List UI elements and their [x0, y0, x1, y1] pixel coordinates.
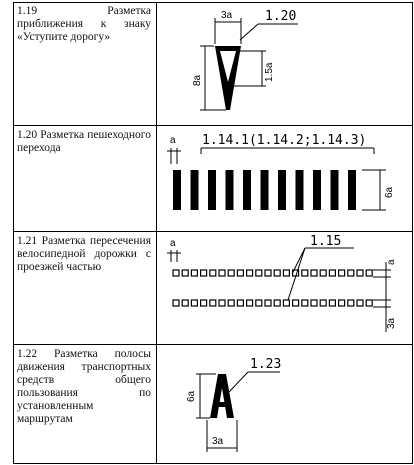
bicycle-crossing-square [366, 270, 372, 276]
row-1-22-height-label: 6a [186, 390, 197, 402]
bicycle-crossing-square [228, 300, 234, 306]
bicycle-crossing-square [265, 270, 271, 276]
bicycle-crossing-square [173, 300, 179, 306]
bicycle-crossing-square [348, 300, 354, 306]
row-1-20-gap-label: a [170, 135, 176, 146]
row-1-22-description: 1.22 Разметка полосы движения транспортных средств общего пользования по установленным маршрутам [17, 348, 151, 425]
bicycle-crossing-square [348, 270, 354, 276]
bicycle-crossing-square [339, 270, 345, 276]
bicycle-crossing-square [237, 270, 243, 276]
crossing-stripe [278, 170, 286, 210]
crossing-stripe [331, 170, 339, 210]
crossing-stripe [191, 170, 199, 210]
row-1-20-callout: 1.14.1(1.14.2;1.14.3) [202, 133, 367, 148]
bicycle-crossing-square [366, 300, 372, 306]
row-1-19-callout: 1.20 [265, 9, 297, 24]
row-1-21-callout: 1.15 [310, 234, 342, 249]
bicycle-crossing-square [210, 270, 216, 276]
row-1-20-height-label: 6a [384, 186, 395, 198]
bicycle-crossing-square [247, 270, 253, 276]
bicycle-crossing-square [320, 300, 326, 306]
bicycle-crossing-square [201, 270, 207, 276]
row-1-19-figure [158, 4, 412, 124]
row-1-19-inner-label: 1.5a [264, 62, 275, 82]
crossing-stripe [313, 170, 321, 210]
bicycle-crossing-square [283, 300, 289, 306]
bicycle-crossing-square [274, 300, 280, 306]
bicycle-crossing-square [219, 270, 225, 276]
bicycle-crossing-square [329, 300, 335, 306]
bicycle-crossing-square [228, 270, 234, 276]
pedestrian-crossing-stripes [173, 170, 356, 210]
bicycle-crossing-square [302, 300, 308, 306]
bicycle-crossing-square [339, 300, 345, 306]
bicycle-crossing-square [237, 300, 243, 306]
crossing-stripe [348, 170, 356, 210]
crossing-stripe [226, 170, 234, 210]
bicycle-crossing-square [357, 270, 363, 276]
bicycle-crossing-square [219, 300, 225, 306]
bicycle-crossing-square [191, 270, 197, 276]
bicycle-crossing-square [265, 300, 271, 306]
row-1-21-figure [158, 232, 412, 343]
bicycle-crossing-squares [173, 270, 372, 306]
row-1-19-width-label: 3a [221, 10, 233, 21]
row-1-19-description: 1.19 Разметка приближения к знаку «Уступите дорогу» [17, 5, 151, 43]
crossing-stripe [261, 170, 269, 210]
row-1-22-callout: 1.23 [250, 357, 282, 372]
row-1-20-figure [158, 126, 412, 230]
row-1-21-description: 1.21 Разметка пересечения велосипедной дорожки с проезжей частью [17, 235, 151, 273]
bicycle-crossing-square [173, 270, 179, 276]
crossing-stripe [243, 170, 251, 210]
bicycle-crossing-square [293, 300, 299, 306]
crossing-stripe [208, 170, 216, 210]
bicycle-crossing-square [201, 300, 207, 306]
bicycle-crossing-square [283, 270, 289, 276]
bicycle-crossing-square [182, 270, 188, 276]
row-1-19-height-label: 8a [192, 74, 203, 86]
bicycle-crossing-square [311, 270, 317, 276]
bicycle-crossing-square [311, 300, 317, 306]
bicycle-crossing-square [256, 300, 262, 306]
bicycle-crossing-square [210, 300, 216, 306]
crossing-stripe [296, 170, 304, 210]
bicycle-crossing-square [274, 270, 280, 276]
row-1-22-figure [158, 344, 412, 462]
row-1-21-side-a-label: a [386, 259, 397, 265]
bicycle-crossing-square [357, 300, 363, 306]
bicycle-crossing-square [302, 270, 308, 276]
bicycle-crossing-square [191, 300, 197, 306]
bicycle-crossing-square [329, 270, 335, 276]
row-1-21-side-3a-label: 3a [386, 317, 397, 329]
row-1-22-width-label: 3a [212, 436, 224, 447]
row-1-20-description: 1.20 Разметка пешеходного перехода [17, 129, 151, 154]
bicycle-crossing-square [247, 300, 253, 306]
bicycle-crossing-square [320, 270, 326, 276]
crossing-stripe [173, 170, 181, 210]
yield-triangle-marking [215, 46, 241, 110]
bicycle-crossing-square [182, 300, 188, 306]
row-1-21-gap-label: a [170, 238, 176, 249]
bicycle-crossing-square [256, 270, 262, 276]
letter-a-marking [210, 374, 234, 418]
